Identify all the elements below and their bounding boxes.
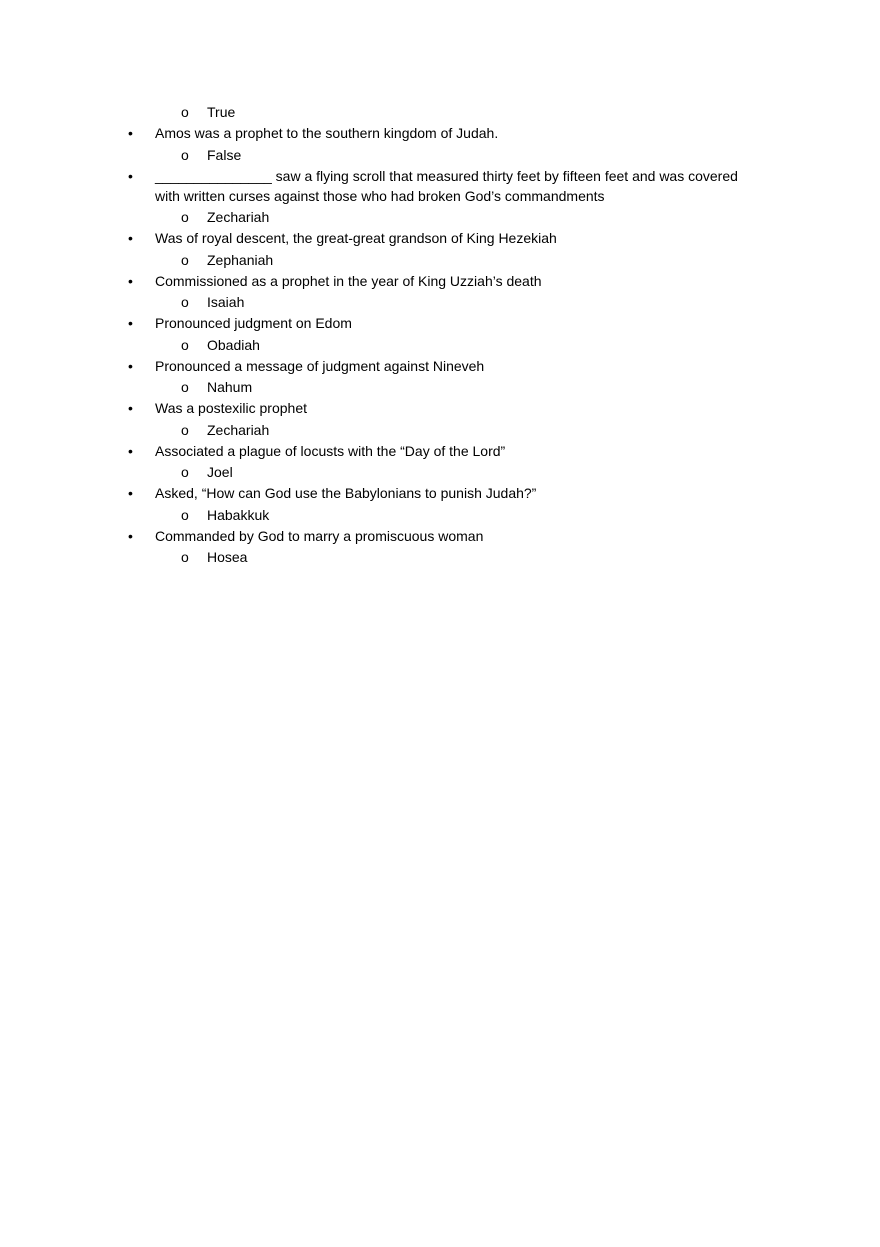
answer-item	[0, 420, 880, 441]
question-text: _______________ saw a flying scroll that measured thirty feet by fifteen feet and was covered	[155, 167, 738, 184]
question-text: Pronounced judgment on Edom	[155, 315, 352, 331]
answer-item	[0, 207, 880, 228]
answer-text: Zephaniah	[207, 251, 274, 268]
sub-bullet-marker: o	[181, 146, 189, 163]
question-text: Was of royal descent, the great-great grandson of King Hezekiah	[155, 230, 557, 246]
answer-item	[0, 292, 880, 313]
bullet-marker: •	[128, 315, 133, 331]
question-text: Commissioned as a prophet in the year of King Uzziah’s death	[155, 272, 542, 289]
sub-bullet-marker: o	[181, 104, 189, 120]
bullet-marker: •	[128, 272, 133, 289]
sub-bullet-marker: o	[181, 336, 189, 353]
question-item	[0, 441, 880, 463]
bullet-marker: •	[128, 357, 133, 374]
answer-text: Habakkuk	[207, 506, 270, 523]
sub-bullet-marker: o	[181, 209, 189, 225]
question-item	[0, 398, 880, 420]
question-item	[0, 166, 880, 186]
question-text: Associated a plague of locusts with the “Day of the Lord”	[155, 442, 506, 459]
answer-item	[0, 145, 880, 166]
bullet-marker: •	[128, 485, 133, 501]
answer-text: True	[207, 104, 236, 120]
answer-item	[0, 505, 880, 526]
bullet-marker: •	[128, 167, 133, 184]
question-item	[0, 228, 880, 250]
question-item	[0, 271, 880, 293]
sub-bullet-marker: o	[181, 379, 189, 395]
bullet-marker: •	[128, 125, 133, 141]
question-item	[0, 356, 880, 378]
answer-text: Nahum	[207, 379, 253, 395]
bullet-marker: •	[128, 442, 133, 459]
answer-text: Isaiah	[207, 294, 245, 310]
answer-item	[0, 250, 880, 271]
answer-text: Obadiah	[207, 336, 260, 353]
bullet-list	[0, 102, 880, 568]
question-item	[0, 526, 880, 548]
answer-item	[0, 462, 880, 483]
question-item	[0, 483, 880, 505]
answer-item	[0, 377, 880, 398]
bullet-marker: •	[128, 400, 133, 416]
answer-text: Zechariah	[207, 209, 270, 225]
sub-bullet-marker: o	[181, 421, 189, 438]
sub-bullet-marker: o	[181, 251, 189, 268]
answer-item	[0, 335, 880, 356]
sub-bullet-marker: o	[181, 549, 189, 565]
sub-bullet-marker: o	[181, 464, 189, 480]
question-item	[0, 123, 880, 145]
question-text: Was a postexilic prophet	[155, 400, 307, 416]
question-text: Pronounced a message of judgment against Nineveh	[155, 357, 485, 374]
answer-item	[0, 102, 880, 123]
question-text: Amos was a prophet to the southern kingdom of Judah.	[155, 125, 499, 141]
answer-text: Zechariah	[207, 421, 270, 438]
answer-text: Hosea	[207, 549, 248, 565]
answer-text: Joel	[207, 464, 233, 480]
sub-bullet-marker: o	[181, 506, 189, 523]
question-text-continuation: with written curses against those who had broken God’s commandments	[155, 187, 605, 204]
question-continuation	[0, 186, 880, 208]
bullet-marker: •	[128, 527, 133, 544]
answer-item	[0, 547, 880, 568]
question-text: Asked, “How can God use the Babylonians to punish Judah?”	[155, 485, 537, 501]
answer-text: False	[207, 146, 242, 163]
sub-bullet-marker: o	[181, 294, 189, 310]
question-item	[0, 313, 880, 335]
question-text: Commanded by God to marry a promiscuous woman	[155, 527, 484, 544]
bullet-marker: •	[128, 230, 133, 246]
